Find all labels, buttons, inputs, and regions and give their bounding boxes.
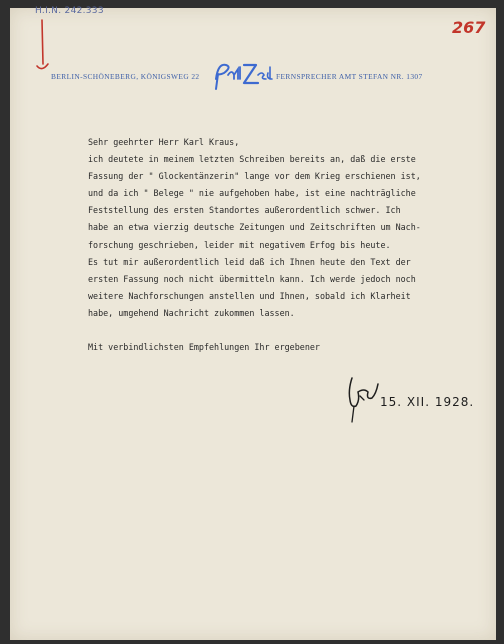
letterhead-phone: FERNSPRECHER AMT STEFAN NR. 1307 — [276, 72, 423, 81]
letterhead-address: BERLIN-SCHÖNEBERG, KÖNIGSWEG 22 — [51, 72, 200, 81]
archive-reference: H.I.N. 242.333 — [35, 6, 104, 16]
letter-body — [88, 134, 478, 356]
body-line: Feststellung des ersten Standortes außerordentlich schwer. Ich — [88, 205, 401, 216]
body-line: ich deutete in meinem letzten Schreiben bereits an, daß die erste — [88, 154, 416, 165]
body-line: weitere Nachforschungen anstellen und Ihnen, sobald ich Klarheit — [88, 290, 411, 301]
paul-zech-logo — [210, 55, 276, 95]
signature-date: 15. XII. 1928. — [380, 395, 475, 409]
body-line: habe, umgehend Nachricht zukommen lassen. — [88, 307, 295, 318]
body-line: Es tut mir außerordentlich leid daß ich Ihnen heute den Text der — [88, 256, 411, 267]
body-line: Fassung der " Glockentänzerin" lange vor dem Krieg erschienen ist, — [88, 171, 421, 182]
salutation: Sehr geehrter Herr Karl Kraus, — [88, 137, 240, 147]
body-line: habe an etwa vierzig deutsche Zeitungen und Zeitschriften um Nach- — [88, 222, 421, 233]
red-pencil-mark — [33, 14, 53, 84]
body-line: und da ich " Belege " nie aufgehoben habe, ist eine nachträgliche — [88, 188, 416, 199]
body-line: forschung geschrieben, leider mit negativem Erfog bis heute. — [88, 239, 391, 250]
closing: Mit verbindlichsten Empfehlungen Ihr ergebener — [88, 342, 320, 353]
handwritten-signature — [338, 370, 382, 424]
page-number: 267 — [452, 18, 486, 37]
body-line: ersten Fassung noch nicht übermitteln kann. Ich werde jedoch noch — [88, 273, 416, 284]
